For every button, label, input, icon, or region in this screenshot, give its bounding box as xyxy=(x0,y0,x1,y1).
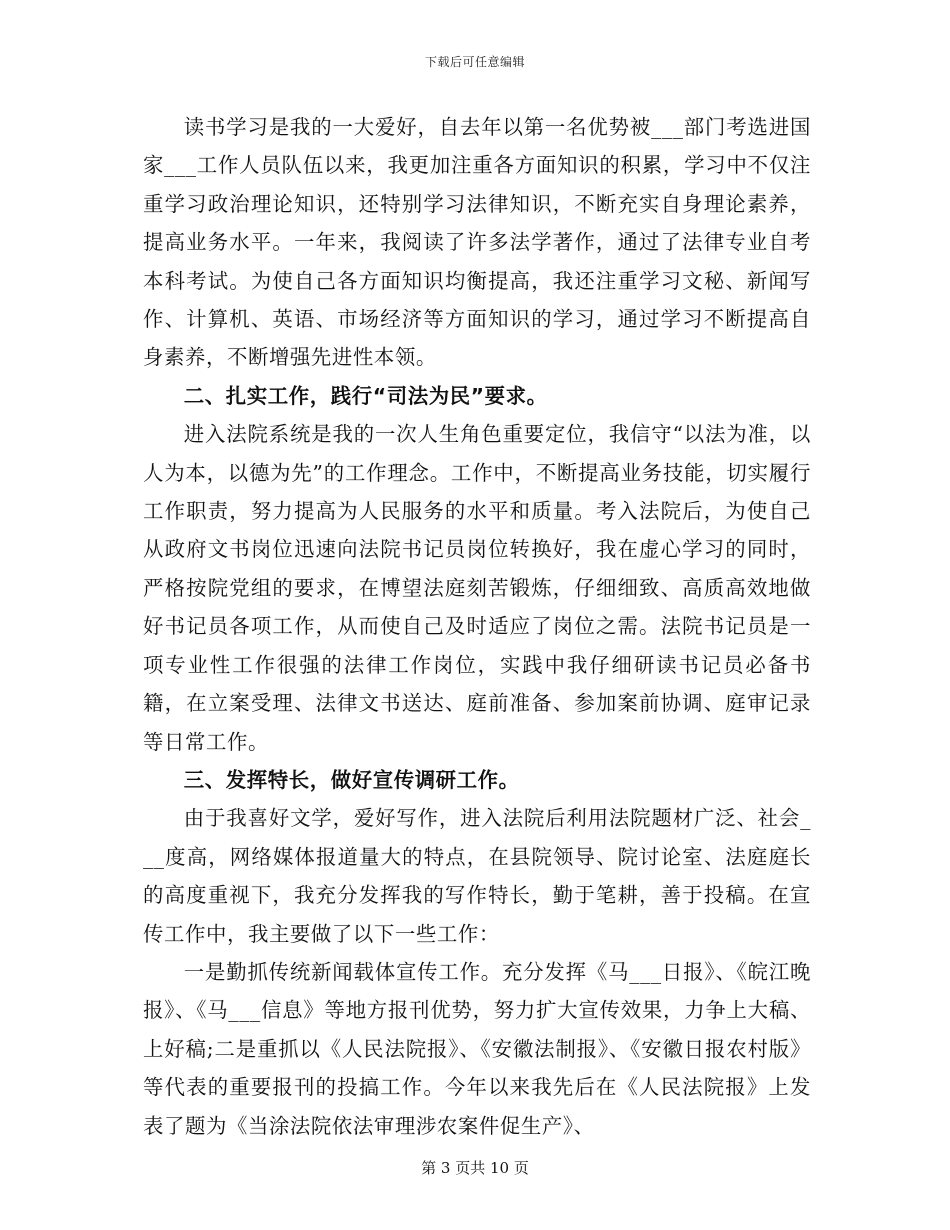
paragraph-writing: 由于我喜好文学，爱好写作，进入法院后利用法院题材广泛、社会___度高，网络媒体报道量大的特点，在县院领导、院讨论室、法庭庭长的高度重视下，我充分发挥我的写作特长，勤于笔耕，善于投稿。在宣传工作中，我主要做了以下一些工作： xyxy=(143,806,811,946)
section-heading-2: 二、扎实工作，践行“司法为民”要求。 xyxy=(183,383,548,408)
paragraph-publicity: 一是勤抓传统新闻载体宣传工作。充分发挥《马___日报》、《皖江晚报》、《马___信息》等地方报刊优势，努力扩大宣传效果，力争上大稿、上好稿;二是重抓以《人民法院报》、《安徽法制报》、《安徽日报农村版》等代表的重要报刊的投搞工作。今年以来我先后在《人民法院报》上发表了题为《当涂法院依法审理涉农案件促生产》、 xyxy=(143,959,811,1138)
page-header: 下载后可任意编辑 xyxy=(424,55,525,69)
section-heading-3: 三、发挥特长，做好宣传调研工作。 xyxy=(183,767,520,792)
page-footer: 第 3 页共 10 页 xyxy=(421,1159,529,1177)
document-body xyxy=(143,108,811,1145)
paragraph-study: 读书学习是我的一大爱好，自去年以第一名优势被___部门考选进国家___工作人员队伍以来，我更加注重各方面知识的积累，学习中不仅注重学习政治理论知识，还特别学习法律知识，不断充实自身理论素养，提高业务水平。一年来，我阅读了许多法学著作，通过了法律专业自考本科考试。为使自己各方面知识均衡提高，我还注重学习文秘、新闻写作、计算机、英语、市场经济等方面知识的学习，通过学习不断提高自身素养，不断增强先进性本领。 xyxy=(143,115,811,370)
paragraph-work: 进入法院系统是我的一次人生角色重要定位，我信守“以法为准，以人为本，以德为先”的工作理念。工作中，不断提高业务技能，切实履行工作职责，努力提高为人民服务的水平和质量。考入法院后，为使自己从政府文书岗位迅速向法院书记员岗位转换好，我在虚心学习的同时，严格按院党组的要求，在博望法庭刻苦锻炼，仔细细致、高质高效地做好书记员各项工作，从而使自己及时适应了岗位之需。法院书记员是一项专业性工作很强的法律工作岗位，实践中我仔细研读书记员必备书籍，在立案受理、法律文书送达、庭前准备、参加案前协调、庭审记录等日常工作。 xyxy=(143,422,811,754)
